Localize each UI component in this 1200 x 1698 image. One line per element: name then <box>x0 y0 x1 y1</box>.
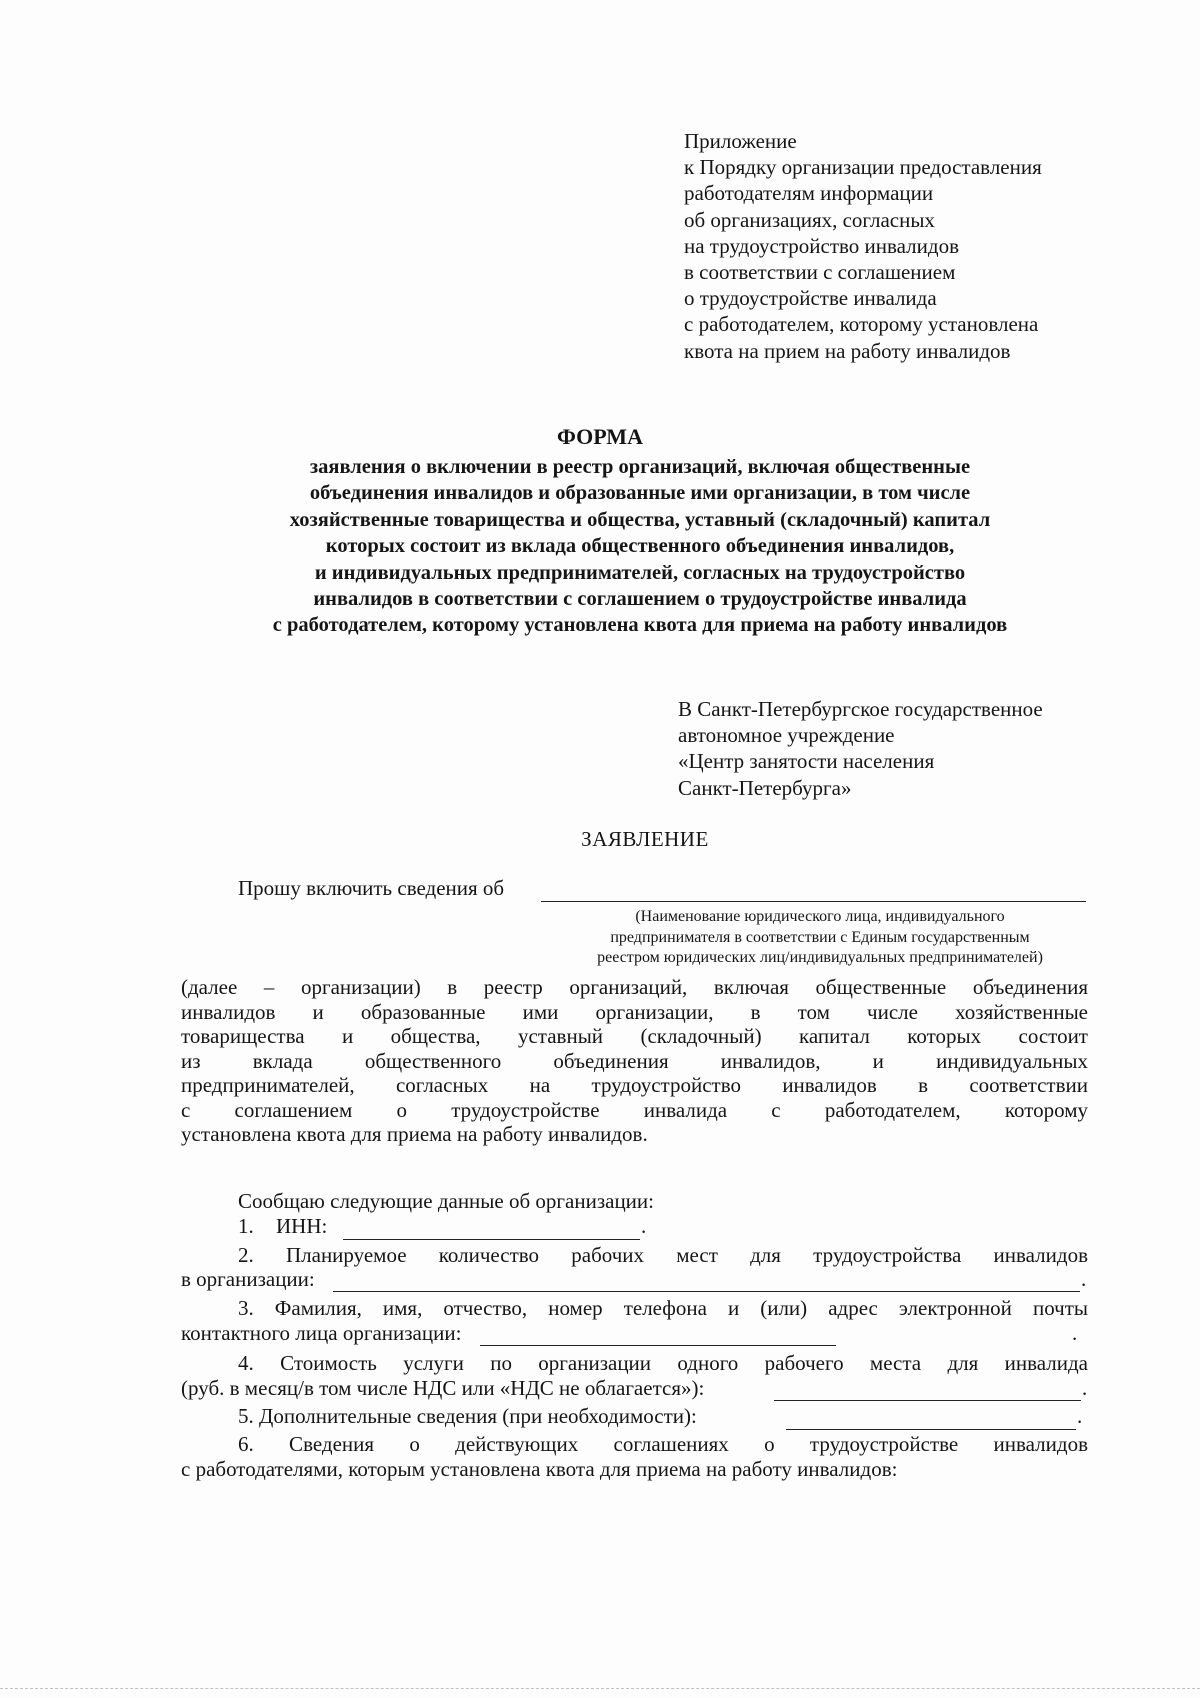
item-4-line-1: 4. Стоимость услуги по организации одного рабочего места для инвалида <box>238 1351 1088 1375</box>
request-prefix: Прошу включить сведения об <box>238 876 505 900</box>
appendix-line: к Порядку организации предоставления <box>684 155 1042 180</box>
appendix-line: с работодателем, которому установлена <box>684 312 1039 337</box>
appendix-line: на трудоустройство инвалидов <box>684 233 959 258</box>
contact-person-field[interactable] <box>480 1345 836 1346</box>
form-subtitle <box>150 454 1130 639</box>
addressee-block <box>678 696 1043 801</box>
appendix-line: Приложение <box>684 129 797 153</box>
form-subtitle-line: и индивидуальных предпринимателей, согласных на трудоустройство <box>314 561 966 584</box>
additional-info-field[interactable] <box>786 1429 1076 1430</box>
item-3-end: . <box>1072 1321 1078 1345</box>
form-subtitle-line: инвалидов в соответствии с соглашением о трудоустройстве инвалида <box>313 588 967 611</box>
addressee-line: Санкт-Петербурга» <box>678 775 852 800</box>
body-line: из вклада общественного объединения инвалидов, и индивидуальных <box>181 1048 1088 1073</box>
appendix-line: в соответствии с соглашением <box>684 260 956 285</box>
body-line: товарищества и общества, уставный (складочный) капитал которых состоит <box>181 1024 1088 1048</box>
item-1-end: . <box>641 1214 647 1238</box>
item-2-end: . <box>1081 1267 1087 1291</box>
job-count-field[interactable] <box>333 1291 1080 1292</box>
item-6-line-2: с работодателями, которым установлена квота для приема на работу инвалидов: <box>181 1457 898 1481</box>
item-3-line-2: контактного лица организации: <box>181 1321 462 1345</box>
appendix-line: квота на прием на работу инвалидов <box>684 338 1011 363</box>
item-5-line-1: 5. Дополнительные сведения (при необходимости): <box>238 1404 697 1428</box>
item-3 <box>181 1296 1088 1321</box>
field-note-line: реестром юридических лиц/индивидуальных предпринимателей) <box>597 949 1043 966</box>
body-line: с соглашением о трудоустройстве инвалида с работодателем, которому <box>181 1097 1088 1122</box>
addressee-line: «Центр занятости населения <box>678 749 935 774</box>
item-4-end: . <box>1082 1376 1088 1400</box>
statement-heading: ЗАЯВЛЕНИЕ <box>581 827 709 851</box>
inn-field[interactable] <box>343 1239 640 1240</box>
form-title: ФОРМА <box>557 424 643 449</box>
item-2 <box>181 1243 1088 1268</box>
service-cost-field[interactable] <box>774 1400 1081 1401</box>
item-2-line-1: 2. Планируемое количество рабочих мест для трудоустройства инвалидов <box>238 1243 1088 1267</box>
form-subtitle-line: которых состоит из вклада общественного объединения инвалидов, <box>325 535 955 558</box>
field-note-line: предпринимателя в соответствии с Единым государственным <box>610 928 1030 946</box>
item-5-end: . <box>1077 1404 1083 1428</box>
statement-body <box>181 975 1088 1147</box>
item-4 <box>181 1351 1088 1376</box>
body-line: предпринимателей, согласных на трудоустройство инвалидов в соответствии <box>181 1073 1088 1097</box>
item-1-label: ИНН: <box>276 1214 328 1238</box>
form-subtitle-line: с работодателем, которому установлена квота для приема на работу инвалидов <box>272 614 1008 637</box>
data-intro: Сообщаю следующие данные об организации: <box>238 1189 654 1213</box>
appendix-line: о трудоустройстве инвалида <box>684 286 937 311</box>
appendix-block <box>684 128 1042 364</box>
item-3-line-1: 3. Фамилия, имя, отчество, номер телефона и (или) адрес электронной почты <box>238 1296 1088 1320</box>
body-line: инвалидов и образованные ими организации, в том числе хозяйственные <box>181 999 1088 1024</box>
addressee-line: В Санкт-Петербургское государственное <box>678 697 1043 721</box>
organization-name-field[interactable] <box>541 901 1086 902</box>
item-4-line-2: (руб. в месяц/в том числе НДС или «НДС не облагается»): <box>181 1376 705 1400</box>
item-6-line-1: 6. Сведения о действующих соглашениях о трудоустройстве инвалидов <box>238 1432 1088 1456</box>
form-subtitle-line: объединения инвалидов и образованные ими организации, в том числе <box>309 482 971 505</box>
appendix-line: работодателям информации <box>684 181 934 206</box>
scan-edge-divider <box>0 1688 1200 1689</box>
form-subtitle-line: заявления о включении в реестр организаций, включая общественные <box>309 456 971 478</box>
form-subtitle-line: хозяйственные товарищества и общества, уставный (складочный) капитал <box>289 508 991 531</box>
appendix-line: об организациях, согласных <box>684 207 935 232</box>
addressee-line: автономное учреждение <box>678 723 895 748</box>
field-note <box>540 907 1100 969</box>
item-6 <box>181 1432 1088 1457</box>
body-line: установлена квота для приема на работу инвалидов. <box>181 1122 648 1146</box>
item-2-line-2: в организации: <box>181 1267 315 1291</box>
item-1-number: 1. <box>238 1214 254 1238</box>
body-line: (далее – организации) в реестр организаций, включая общественные объединения <box>181 975 1088 999</box>
field-note-line: (Наименование юридического лица, индивидуального <box>635 908 1005 925</box>
